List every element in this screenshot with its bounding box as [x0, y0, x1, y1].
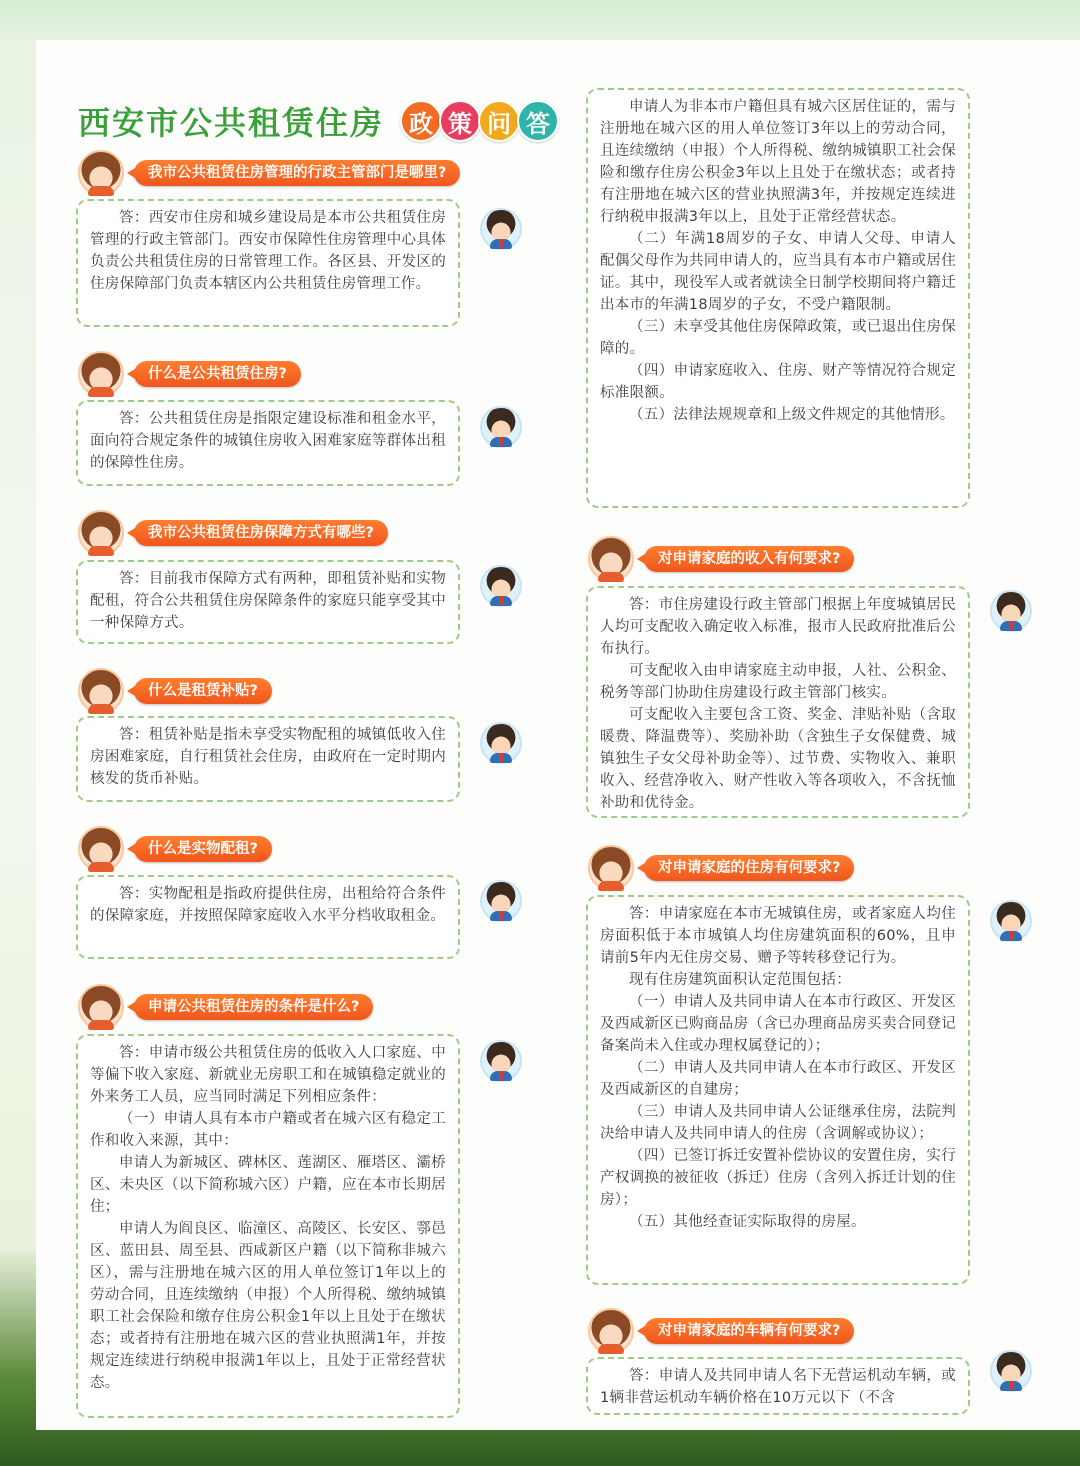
answer-paragraph: 可支配收入由申请家庭主动申报，人社、公积金、税务等部门协助住房建设行政主管部门核实。 [600, 663, 956, 701]
answer-paragraph: （一）申请人具有本市户籍或者在城六区有稳定工作和收入来源，其中： [90, 1111, 446, 1149]
answer-paragraph: （五）其他经查证实际取得的房屋。 [629, 1214, 866, 1230]
title-text: 西安市公共租赁住房 [78, 104, 385, 142]
female-avatar-icon [78, 351, 124, 397]
answer-paragraph: 答：公共租赁住房是指限定建设标准和租金水平，面向符合规定条件的城镇住房收入困难家庭等群体出租的保障性住房。 [90, 411, 446, 471]
answer-paragraph: （五）法律法规规章和上级文件规定的其他情形。 [629, 407, 955, 423]
question-pill: 对申请家庭的车辆有何要求? [644, 1318, 854, 1344]
answer-paragraph: 答：申请市级公共租赁住房的低收入人口家庭、中等偏下收入家庭、新就业无房职工和在城镇稳定就业的外来务工人员，应当同时满足下列相应条件： [90, 1045, 446, 1105]
female-avatar-icon [78, 150, 124, 196]
answer-box [586, 586, 970, 818]
badge-da: 答 [517, 100, 559, 142]
female-avatar-icon [78, 668, 124, 714]
answer-paragraph: 申请人为阎良区、临潼区、高陵区、长安区、鄠邑区、蓝田县、周至县、西咸新区户籍（以下简称非城六区），需与注册地在城六区的用人单位签订1年以上的劳动合同，且连续缴纳（申报）个人所得税、缴纳城镇职工社会保险和缴存住房公积金1年以上且处于在缴状态；或者持有注册地在城六区的营业执照满1年，并按规定连续进行纳税申报满1年以上，且处于正常经营状态。 [90, 1221, 446, 1391]
answer-paragraph: （三）未享受其他住房保障政策，或已退出住房保障的。 [600, 319, 956, 357]
badge-wen: 问 [478, 100, 520, 142]
answer-box [76, 560, 460, 644]
question-pill: 什么是租赁补贴? [134, 678, 272, 704]
female-avatar-icon [78, 826, 124, 872]
answer-paragraph: 申请人为新城区、碑林区、莲湖区、雁塔区、灞桥区、未央区（以下简称城六区）户籍，应在本市长期居住； [90, 1155, 446, 1215]
answer-paragraph: 答：目前我市保障方式有两种，即租赁补贴和实物配租，符合公共租赁住房保障条件的家庭只能享受其中一种保障方式。 [90, 571, 446, 631]
answer-paragraph: 答：租赁补贴是指未享受实物配租的城镇低收入住房困难家庭，自行租赁社会住房，由政府在一定时期内核发的货币补贴。 [90, 727, 446, 787]
male-avatar-icon [480, 406, 522, 448]
question-pill: 申请公共租赁住房的条件是什么? [134, 994, 373, 1020]
male-avatar-icon [480, 722, 522, 764]
answer-paragraph: 答：实物配租是指政府提供住房，出租给符合条件的保障家庭，并按照保障家庭收入水平分档收取租金。 [90, 886, 446, 924]
answer-paragraph: 答：申请家庭在本市无城镇住房，或者家庭人均住房面积低于本市城镇人均住房建筑面积的60%，且申请前5年内无住房交易、赠予等转移登记行为。 [600, 906, 956, 966]
female-avatar-icon [588, 845, 634, 891]
question-pill: 什么是实物配租? [134, 836, 272, 862]
answer-box [76, 400, 460, 486]
answer-paragraph: （一）申请人及共同申请人在本市行政区、开发区及西咸新区已购商品房（含已办理商品房买卖合同登记备案尚未入住或办理权属登记的）； [600, 994, 956, 1054]
male-avatar-icon [990, 900, 1032, 942]
answer-paragraph: （三）申请人及共同申请人公证继承住房，法院判决给申请人及共同申请人的住房（含调解或协议）； [600, 1104, 956, 1142]
male-avatar-icon [990, 1350, 1032, 1392]
answer-paragraph: （二）申请人及共同申请人在本市行政区、开发区及西咸新区的自建房； [600, 1060, 956, 1098]
female-avatar-icon [78, 510, 124, 556]
question-pill: 我市公共租赁住房保障方式有哪些? [134, 520, 388, 546]
badge-ce: 策 [439, 100, 481, 142]
question-pill: 什么是公共租赁住房? [134, 361, 301, 387]
female-avatar-icon [588, 536, 634, 582]
answer-paragraph: 现有住房建筑面积认定范围包括： [629, 972, 851, 988]
answer-paragraph: 可支配收入主要包含工资、奖金、津贴补贴（含取暖费、降温费等）、奖励补助（含独生子女保健费、城镇独生子女父母补助金等）、过节费、实物收入、兼职收入、经营净收入、财产性收入等各项收入，不含抚恤补助和优待金。 [600, 707, 956, 811]
answer-paragraph: 答：申请人及共同申请人名下无营运机动车辆，或1辆非营运机动车辆价格在10万元以下（不含 [600, 1368, 956, 1406]
female-avatar-icon [78, 984, 124, 1030]
answer-box [76, 199, 460, 327]
answer-box [586, 895, 970, 1285]
male-avatar-icon [480, 880, 522, 922]
answer-paragraph: （四）已签订拆迁安置补偿协议的安置住房，实行产权调换的被征收（拆迁）住房（含列入拆迁计划的住房）； [600, 1148, 956, 1208]
answer-paragraph: 申请人为非本市户籍但具有城六区居住证的，需与注册地在城六区的用人单位签订3年以上的劳动合同，且连续缴纳（申报）个人所得税、缴纳城镇职工社会保险和缴存住房公积金3年以上且处于在缴状态；或者持有注册地在城六区的营业执照满3年，并按规定连续进行纳税申报满3年以上，且处于正常经营状态。 [600, 99, 956, 225]
answer-box [586, 1357, 970, 1415]
male-avatar-icon [480, 208, 522, 250]
male-avatar-icon [480, 565, 522, 607]
answer-paragraph: （二）年满18周岁的子女、申请人父母、申请人配偶父母作为共同申请人的，应当具有本市户籍或居住证。其中，现役军人或者就读全日制学校期间将户籍迁出本市的年满18周岁的子女，不受户籍限制。 [600, 231, 956, 313]
answer-box [76, 875, 460, 959]
answer-paragraph: （四）申请家庭收入、住房、财产等情况符合规定标准限额。 [600, 363, 956, 401]
answer-box-continued [586, 88, 970, 508]
female-avatar-icon [588, 1308, 634, 1354]
answer-paragraph: 答：西安市住房和城乡建设局是本市公共租赁住房管理的行政主管部门。西安市保障性住房管理中心具体负责公共租赁住房的日常管理工作。各区县、开发区的住房保障部门负责本辖区内公共租赁住房管理工作。 [90, 210, 446, 292]
male-avatar-icon [990, 590, 1032, 632]
question-pill: 对申请家庭的住房有何要求? [644, 855, 854, 881]
badge-zheng: 政 [400, 100, 442, 142]
question-pill: 我市公共租赁住房管理的行政主管部门是哪里? [134, 160, 460, 186]
male-avatar-icon [480, 1040, 522, 1082]
answer-paragraph: 答：市住房建设行政主管部门根据上年度城镇居民人均可支配收入确定收入标准，报市人民政府批准后公布执行。 [600, 597, 956, 657]
title-badges [400, 100, 556, 142]
answer-box [76, 716, 460, 802]
question-pill: 对申请家庭的收入有何要求? [644, 546, 854, 572]
page-title [78, 96, 556, 146]
answer-box [76, 1034, 460, 1418]
